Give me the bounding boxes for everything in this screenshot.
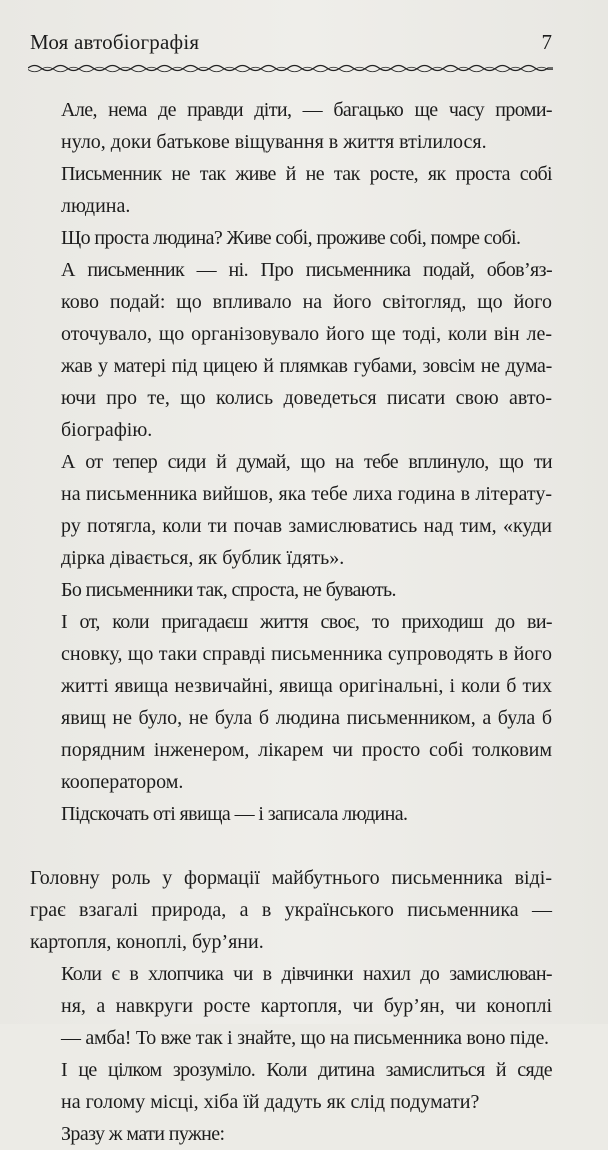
- text-line: явищ не було, не була б людина письменником, а була б: [61, 707, 552, 729]
- paragraph: [30, 446, 552, 574]
- running-head: [30, 30, 552, 58]
- text-line: — амба! То вже так і знайте, що на письменника воно піде.: [61, 1027, 549, 1049]
- text-line: І от, коли пригадаєш життя своє, то приходиш до ви-: [61, 611, 552, 633]
- text-line: дірка дівається, як бублик їдять».: [61, 547, 345, 569]
- page-number: 7: [541, 30, 552, 54]
- text-line: Підскочать оті явища — і записала людина.: [61, 803, 408, 825]
- paragraph: [30, 94, 552, 158]
- text-line: ючи про те, що колись доведеться писати свою авто-: [61, 387, 552, 409]
- text-line: Письменник не так живе й не так росте, як проста собі: [61, 163, 552, 185]
- text-line: картопля, коноплі, бур’яни.: [30, 931, 264, 953]
- text-line: нуло, доки батькове віщування в життя втілилося.: [61, 131, 487, 153]
- paragraph: [30, 958, 552, 1054]
- text-line: Коли є в хлопчика чи в дівчинки нахил до замислюван-: [61, 963, 552, 985]
- text-line: ру потягла, коли ти почав замислюватись над тим, «куди: [61, 515, 552, 537]
- text-line: на голому місці, хіба їй дадуть як слід подумати?: [61, 1091, 480, 1113]
- paragraph: [30, 1118, 552, 1150]
- paragraph: [30, 158, 552, 222]
- book-title: Моя автобіографія: [30, 30, 200, 54]
- text-line: А от тепер сиди й думай, що на тебе вплинуло, що ти: [61, 451, 552, 473]
- text-line: біографію.: [61, 419, 153, 441]
- paragraph: [30, 254, 552, 446]
- text-line: оточувало, що організовувало його ще тоді, коли він ле-: [61, 323, 552, 345]
- text-line: І це цілком зрозуміло. Коли дитина замислиться й сяде: [61, 1059, 552, 1081]
- text-line: кооператором.: [61, 771, 184, 793]
- wavy-rule-ornament: [28, 62, 553, 74]
- text-line: ково подай: що впливало на його світогляд, що його: [61, 291, 552, 313]
- paragraph: [30, 222, 552, 254]
- paragraph: [30, 798, 552, 830]
- text-line: Що проста людина? Живе собі, проживе собі, помре собі.: [61, 227, 521, 249]
- text-line: Але, нема де правди діти, — багацько ще часу проми-: [61, 99, 552, 121]
- paragraph: [30, 574, 552, 606]
- text-line: Бо письменники так, спроста, не бувають.: [61, 579, 396, 601]
- text-line: грає взагалі природа, а в українського письменника —: [30, 899, 552, 921]
- text-line: А письменник — ні. Про письменника подай, обов’яз-: [61, 259, 552, 281]
- text-line: житті явища незвичайні, явища оригінальні, і коли б тих: [61, 675, 552, 697]
- text-line: сновку, що таки справді письменника супроводять в його: [61, 643, 552, 665]
- paragraph: [30, 862, 552, 958]
- text-line: на письменника вийшов, яка тебе лиха година в літерату-: [61, 483, 552, 505]
- text-line: Зразу ж мати пужне:: [61, 1123, 225, 1145]
- text-line: Головну роль у формації майбутнього письменника віді-: [30, 867, 552, 889]
- text-line: ня, а навкруги росте картопля, чи бур’ян, чи коноплі: [61, 995, 552, 1017]
- text-line: людина.: [61, 195, 131, 217]
- paragraph: [30, 1054, 552, 1118]
- text-line: порядним інженером, лікарем чи просто собі толковим: [61, 739, 552, 761]
- text-line: жав у матері під цицею й плямкав губами, зовсім не дума-: [61, 355, 552, 377]
- body-text: [30, 94, 552, 1150]
- paragraph: [30, 606, 552, 798]
